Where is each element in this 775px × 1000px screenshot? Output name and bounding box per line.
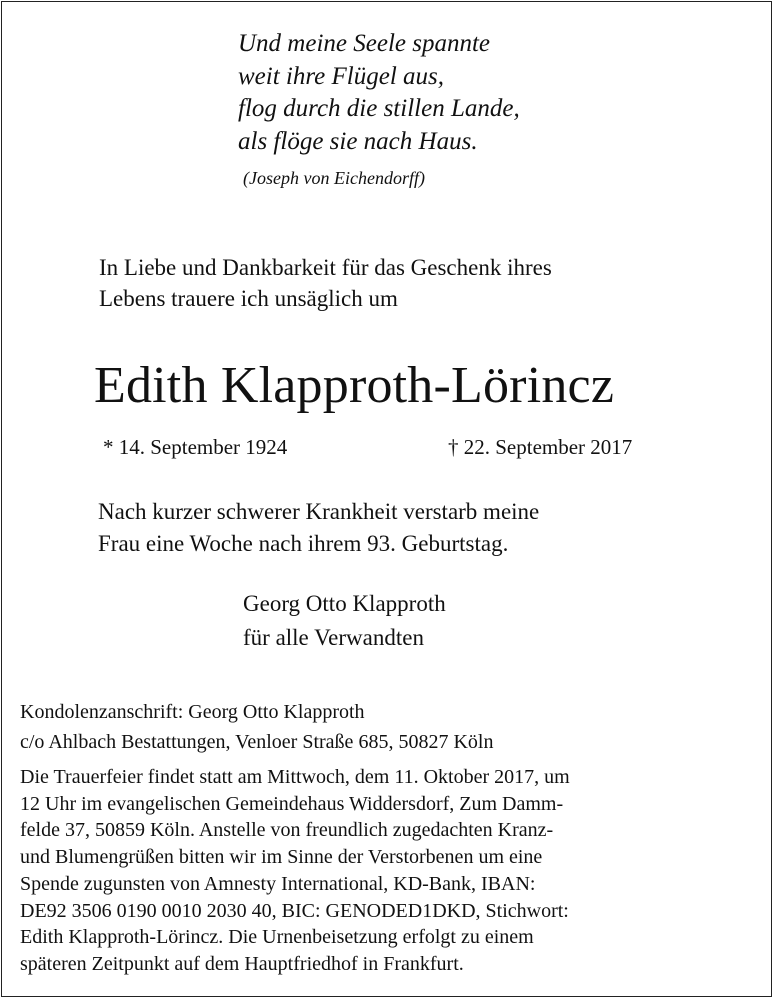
funeral-line: felde 37, 50859 Köln. Anstelle von freundlich zugedachten Kranz- bbox=[20, 819, 554, 842]
poem-attribution: (Joseph von Eichendorff) bbox=[243, 168, 425, 188]
intro-line: Lebens trauere ich unsäglich um bbox=[99, 286, 398, 311]
poem-line: als flöge sie nach Haus. bbox=[238, 127, 478, 155]
funeral-line: späteren Zeitpunkt auf dem Hauptfriedhof in Frankfurt. bbox=[20, 952, 464, 975]
funeral-line: DE92 3506 0190 0010 2030 40, BIC: GENODED1DKD, Stichwort: bbox=[20, 899, 569, 922]
deceased-name: Edith Klapproth-Lörincz bbox=[94, 357, 615, 414]
funeral-line: Edith Klapproth-Lörincz. Die Urnenbeisetzung erfolgt zu einem bbox=[20, 926, 534, 949]
funeral-line: 12 Uhr im evangelischen Gemeindehaus Widdersdorf, Zum Damm- bbox=[20, 792, 564, 815]
message-line: Nach kurzer schwerer Krankheit verstarb meine bbox=[98, 499, 540, 524]
condolence-address bbox=[20, 697, 493, 757]
death-date: † 22. September 2017 bbox=[448, 435, 633, 459]
signatory bbox=[243, 587, 446, 655]
intro-line: In Liebe und Dankbarkeit für das Geschenk ihres bbox=[99, 255, 552, 280]
birth-date: * 14. September 1924 bbox=[103, 435, 288, 459]
address-line: c/o Ahlbach Bestattungen, Venloer Straße 685, 50827 Köln bbox=[20, 731, 494, 753]
signatory-note: für alle Verwandten bbox=[243, 625, 424, 650]
poem bbox=[238, 28, 520, 158]
intro-text bbox=[99, 252, 552, 314]
funeral-info bbox=[20, 764, 570, 978]
poem-line: weit ihre Flügel aus, bbox=[238, 62, 444, 90]
funeral-line: und Blumengrüßen bitten wir im Sinne der Verstorbenen um eine bbox=[20, 846, 543, 869]
funeral-line: Die Trauerfeier findet statt am Mittwoch, dem 11. Oktober 2017, um bbox=[20, 766, 570, 788]
signatory-name: Georg Otto Klapproth bbox=[243, 591, 446, 616]
message-line: Frau eine Woche nach ihrem 93. Geburtstag. bbox=[98, 531, 509, 556]
poem-line: flog durch die stillen Lande, bbox=[238, 95, 520, 122]
poem-line: Und meine Seele spannte bbox=[238, 30, 491, 57]
funeral-line: Spende zugunsten von Amnesty International, KD-Bank, IBAN: bbox=[20, 872, 536, 895]
death-message bbox=[98, 496, 539, 560]
address-line: Kondolenzanschrift: Georg Otto Klapproth bbox=[20, 701, 365, 723]
